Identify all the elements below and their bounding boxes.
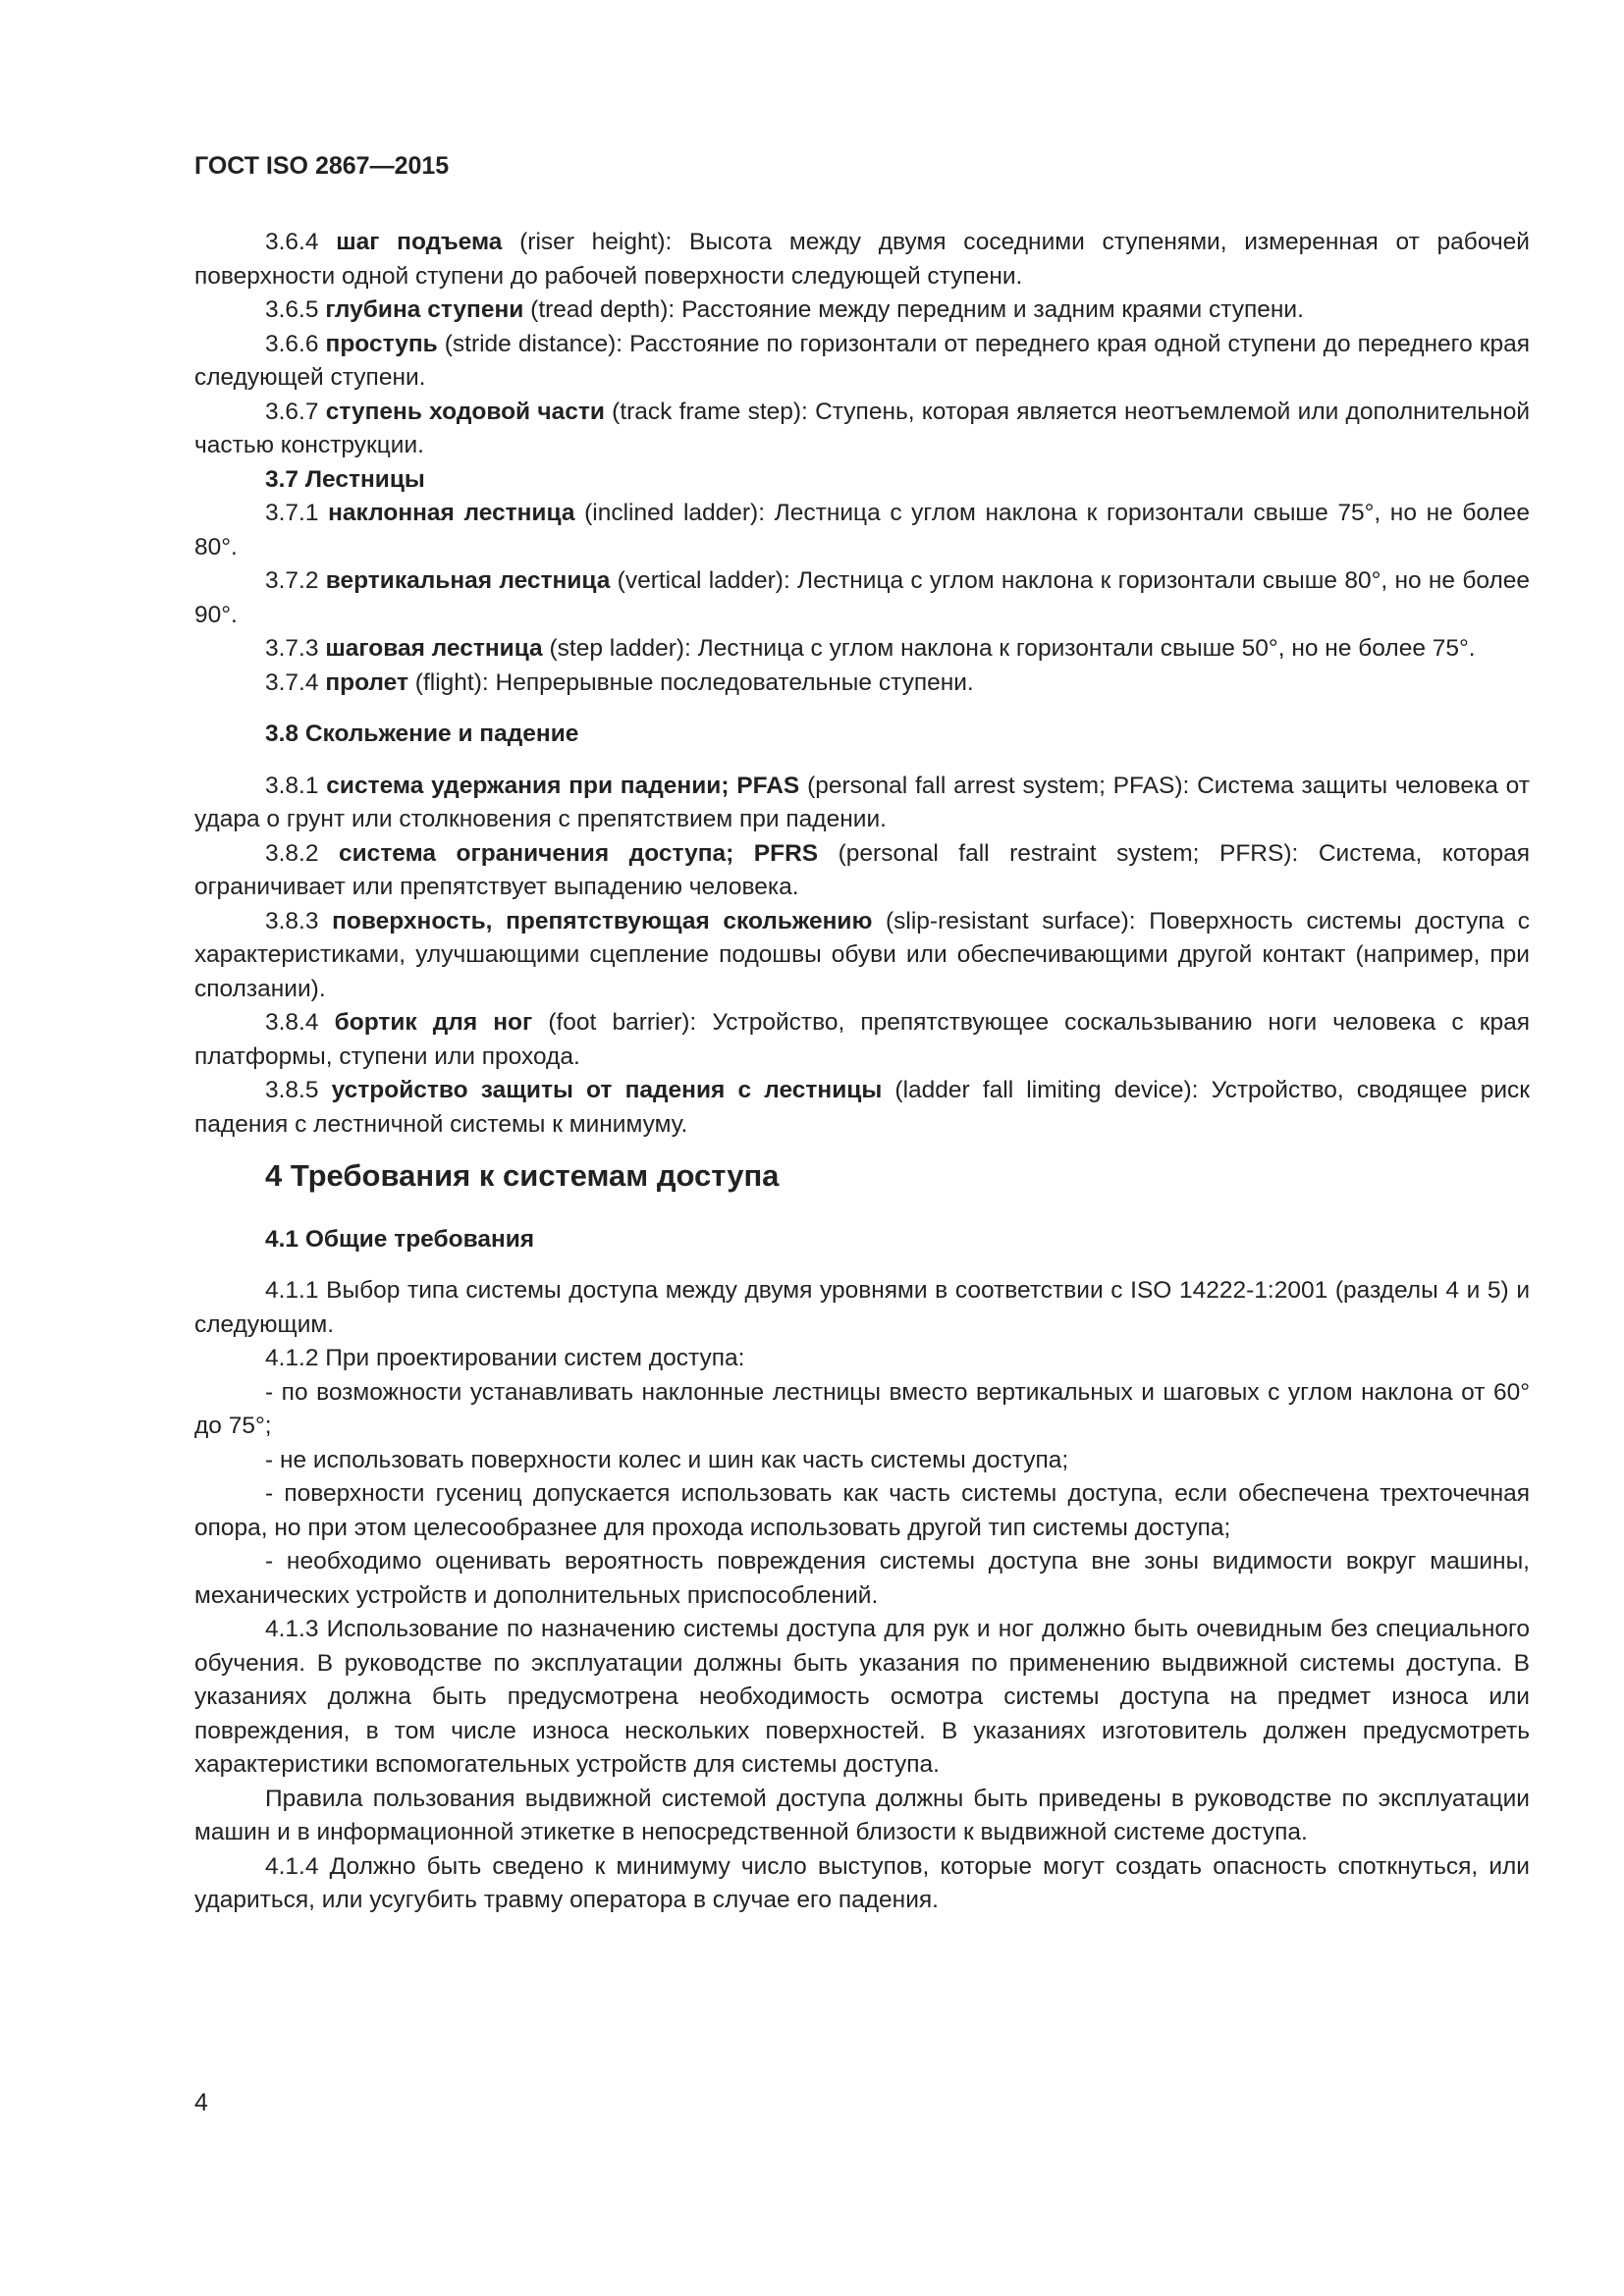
definition-term: устройство защиты от падения с лестницы [331,1077,883,1103]
definition-text: Лестница с углом наклона к горизонтали свыше 75°, но не более 80°. [194,500,1531,561]
paragraph: 4.1.2 При проектировании систем доступа: [265,1345,745,1371]
paragraph: Правила пользования выдвижной системой доступа должны быть приведены в руководстве по эксплуатации машин и в информационной этикетке в непосредственной близости к выдвижной системе доступа. [194,1785,1530,1845]
definition-item [194,497,1530,564]
definition-english: (flight): [414,668,489,696]
definition-number: 3.8.1 [265,772,319,799]
paragraph: 4.1.4 Должно быть сведено к минимуму число выступов, которые могут создать опасность споткнуться, или удариться, или усугубить травму оператора в случае его падения. [194,1852,1530,1913]
definition-number: 3.7.4 [265,668,319,696]
definition-number: 3.8.2 [265,839,319,867]
paragraph: 4.1.1 Выбор типа системы доступа между двумя уровнями в соответствии с ISO 14222-1:2001 (разделы 4 и 5) и следующим. [194,1277,1530,1338]
definition-english: (tread depth): [530,296,676,323]
definitions-3-8 [194,770,1530,1143]
definition-english: (stride distance): [444,330,623,357]
definition-number: 3.6.7 [265,398,319,425]
definition-text: Лестница с углом наклона к горизонтали свыше 80°, но не более 90°. [194,567,1530,628]
section-heading-4: 4 Требования к системам доступа [265,1158,780,1193]
definition-item [194,1074,1530,1142]
definition-item [194,1006,1530,1074]
definition-term: шаг подъема [336,229,503,255]
definition-text: Устройство, сводящее риск падения с лестничной системы к минимуму. [194,1077,1530,1138]
definition-english: (inclined ladder): [584,500,766,526]
definition-item [194,226,1530,294]
definition-number: 3.7.1 [265,500,319,526]
definitions-3-6 [194,226,1530,463]
definition-item [194,837,1530,905]
definition-english: (vertical ladder): [617,567,790,594]
definition-english: (step ladder): [549,635,691,662]
definition-term: бортик для ног [334,1009,533,1036]
paragraph: - поверхности гусениц допускается использовать как часть системы доступа, если обеспечена трехточечная опора, но при этом целесообразнее для прохода использовать другой тип системы доступа; [194,1480,1530,1541]
definition-item [194,667,1530,701]
definition-item [194,564,1530,632]
definition-text: Система защиты человека от удара о грунт или столкновения с препятствием при падении. [194,772,1530,832]
definition-item [194,328,1530,396]
paragraph: - по возможности устанавливать наклонные лестницы вместо вертикальных и шаговых с углом наклона от 60° до 75°; [194,1378,1530,1439]
definition-item [194,632,1530,667]
definition-english: (personal fall restraint system; PFRS): [838,839,1299,867]
definitions-3-7 [194,497,1530,700]
definition-term: шаговая лестница [325,635,543,662]
definition-english: (slip-resistant surface): [886,907,1136,934]
definition-term: система удержания при падении; PFAS [326,772,800,799]
definition-english: (foot barrier): [548,1009,697,1036]
definition-item [194,294,1530,328]
definition-number: 3.6.4 [265,229,319,255]
definition-english: (riser height): [519,229,673,255]
definition-text: Лестница с углом наклона к горизонтали свыше 50°, но не более 75°. [697,635,1476,662]
document-header: ГОСТ ISO 2867—2015 [194,152,450,180]
definition-term: вертикальная лестница [325,567,611,594]
requirements-4-1 [194,1274,1530,1918]
definition-number: 3.6.6 [265,330,319,357]
section-heading-3-7: 3.7 Лестницы [265,465,425,493]
definition-english: (ladder fall limiting device): [894,1077,1199,1103]
paragraph: - необходимо оценивать вероятность повреждения системы доступа вне зоны видимости вокруг машины, механических устройств и дополнительных приспособлений. [194,1548,1530,1609]
definition-term: система ограничения доступа; PFRS [339,839,819,867]
definition-text: Расстояние по горизонтали от переднего края одной ступени до переднего края следующей ступени. [194,330,1530,391]
definition-number: 3.7.3 [265,635,319,662]
definition-term: наклонная лестница [328,500,575,526]
definition-number: 3.8.5 [265,1077,319,1103]
definition-term: пролет [325,668,408,696]
definition-english: (personal fall arrest system; PFAS): [807,772,1190,799]
definition-number: 3.8.4 [265,1009,319,1036]
definition-number: 3.7.2 [265,567,319,594]
definition-number: 3.8.3 [265,907,319,934]
section-heading-4-1: 4.1 Общие требования [265,1225,535,1253]
definition-term: глубина ступени [325,296,524,323]
definition-item [194,770,1530,837]
definition-text: Устройство, препятствующее соскальзыванию ноги человека с края платформы, ступени или прохода. [194,1009,1530,1070]
definition-text: Расстояние между передним и задним краями ступени. [681,296,1304,323]
definition-text: Ступень, которая является неотъемлемой или дополнительной частью конструкции. [194,398,1531,458]
page-number: 4 [194,2089,208,2116]
definition-english: (track frame step): [612,398,808,425]
definition-text: Высота между двумя соседними ступенями, измеренная от рабочей поверхности одной ступени до рабочей поверхности следующей ступени. [194,229,1530,290]
definition-number: 3.6.5 [265,296,319,323]
paragraph: 4.1.3 Использование по назначению системы доступа для рук и ног должно быть очевидным без специального обучения. В руководстве по эксплуатации должны быть указания по применению выдвижной системы доступа. В указаниях должна быть предусмотрена необходимость осмотра системы доступа на предмет износа или повреждения, в том числе износа нескольких поверхностей. В указаниях изготовитель должен предусмотреть характеристики вспомогательных устройств для системы доступа. [194,1616,1530,1778]
definition-text: Система, которая ограничивает или препятствует выпадению человека. [194,839,1530,900]
definition-item [194,905,1530,1007]
definition-item [194,396,1530,463]
definition-term: поверхность, препятствующая скольжению [332,907,873,934]
paragraph: - не использовать поверхности колес и шин как часть системы доступа; [265,1446,1069,1473]
document-body [194,226,1530,1918]
definition-term: проступь [325,330,438,357]
definition-term: ступень ходовой части [325,398,605,425]
definition-text: Поверхность системы доступа с характеристиками, улучшающими сцепление подошвы обуви или обеспечивающими другой контакт (например, при сползании). [194,907,1530,1002]
definition-text: Непрерывные последовательные ступени. [495,668,974,696]
section-heading-3-8: 3.8 Скольжение и падение [265,721,579,747]
